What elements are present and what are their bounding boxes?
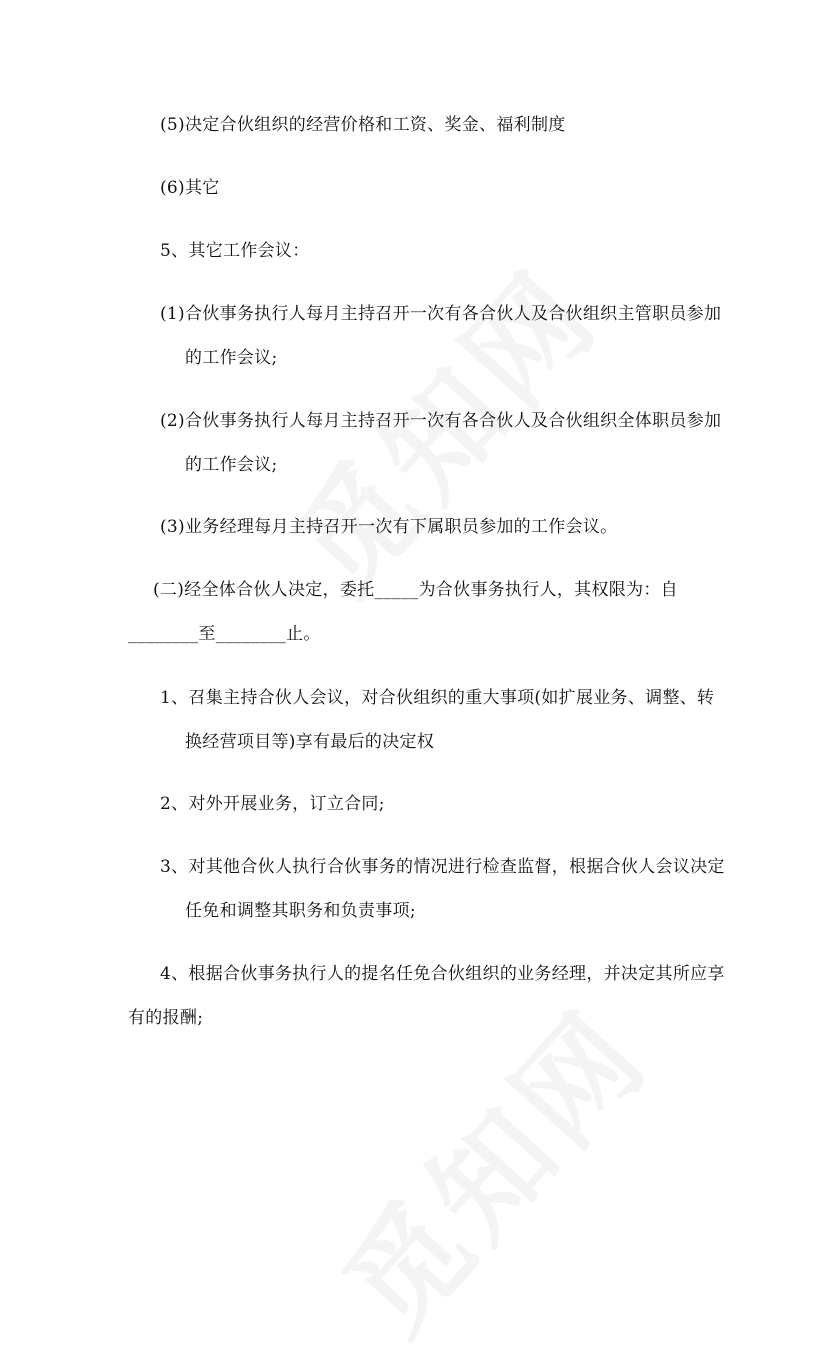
meeting-3: (3)业务经理每月主持召开一次有下属职员参加的工作会议。 — [160, 517, 618, 537]
watermark-lower — [299, 968, 678, 1362]
power-4-line-1: 4、根据合伙事务执行人的提名任免合伙组织的业务经理，并决定其所应享 — [160, 964, 725, 984]
power-1-line-2: 换经营项目等)享有最后的决定权 — [185, 732, 435, 752]
power-1-line-1: 1、召集主持合伙人会议，对合伙组织的重大事项(如扩展业务、调整、转 — [160, 688, 715, 708]
meeting-1-line-1: (1)合伙事务执行人每月主持召开一次有各合伙人及合伙组织主管职员参加 — [160, 304, 722, 324]
power-3-line-1: 3、对其他合伙人执行合伙事务的情况进行检查监督，根据合伙人会议决定 — [160, 857, 725, 877]
power-2: 2、对外开展业务，订立合同; — [160, 794, 385, 814]
meeting-2-line-2: 的工作会议; — [185, 455, 278, 475]
section-5-heading: 5、其它工作会议： — [160, 241, 310, 261]
meeting-1-line-2: 的工作会议; — [185, 348, 278, 368]
clause-5-6: (6)其它 — [160, 178, 220, 198]
clause-5-5: (5)决定合伙组织的经营价格和工资、奖金、福利制度 — [160, 115, 566, 135]
meeting-2-line-1: (2)合伙事务执行人每月主持召开一次有各合伙人及合伙组织全体职员参加 — [160, 411, 722, 431]
power-4-line-2: 有的报酬; — [128, 1008, 204, 1028]
authority-clause-line-1: (二)经全体合伙人决定，委托_____为合伙事务执行人，其权限为：自 — [153, 580, 678, 600]
authority-clause-line-2: ________至________止。 — [128, 624, 321, 644]
power-3-line-2: 任免和调整其职务和负责事项; — [185, 901, 416, 921]
